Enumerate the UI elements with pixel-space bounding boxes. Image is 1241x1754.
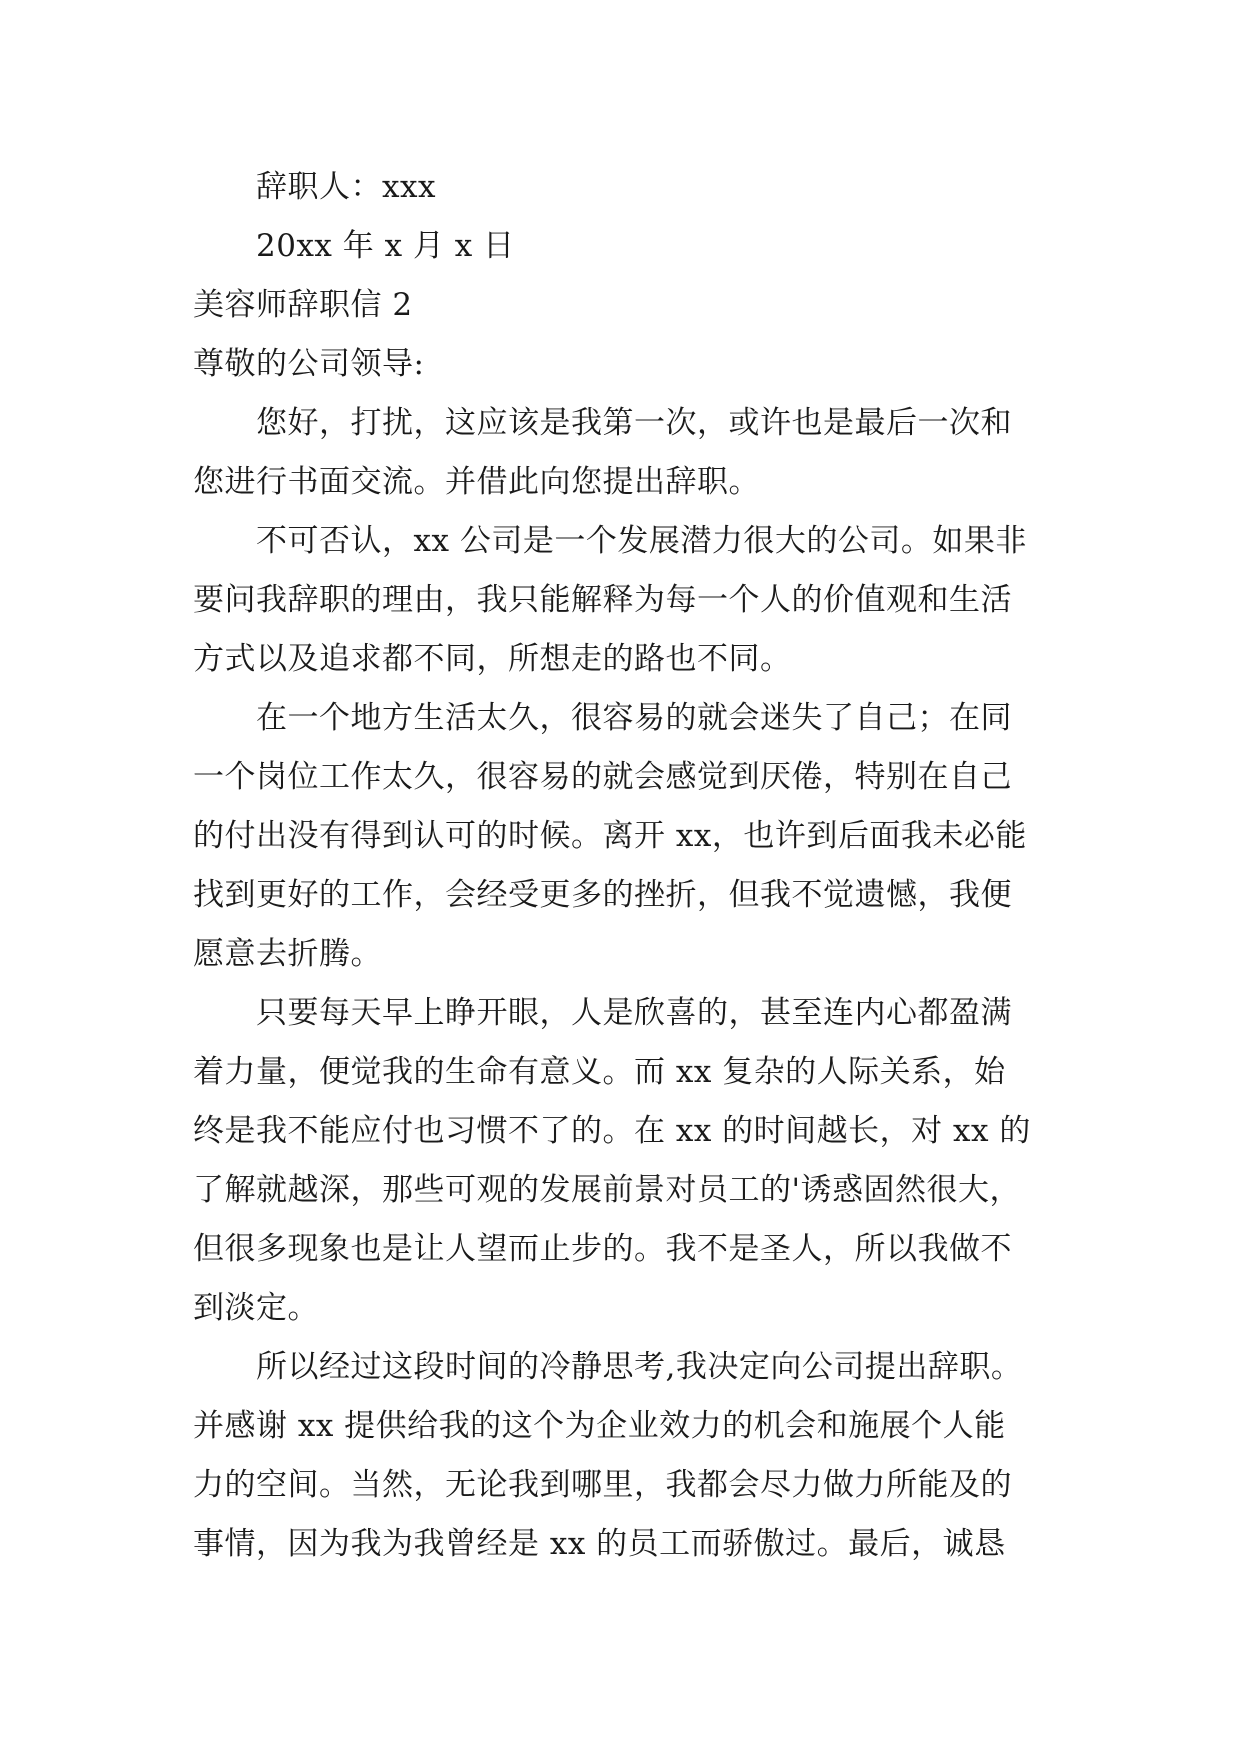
paragraph-line: 并感谢 xx 提供给我的这个为企业效力的机会和施展个人能 <box>193 1408 1006 1444</box>
paragraph-line: 找到更好的工作，会经受更多的挫折，但我不觉遗憾，我便 <box>193 877 1012 913</box>
paragraph-line: 愿意去折腾。 <box>193 936 382 972</box>
paragraph-line: 一个岗位工作太久，很容易的就会感觉到厌倦，特别在自己 <box>193 759 1012 795</box>
paragraph-line: 不可否认，xx 公司是一个发展潜力很大的公司。如果非 <box>256 523 1027 559</box>
paragraph <box>193 1338 1063 1574</box>
paragraph-line: 方式以及追求都不同，所想走的路也不同。 <box>193 641 792 677</box>
paragraph-line: 要问我辞职的理由，我只能解释为每一个人的价值观和生活 <box>193 582 1012 618</box>
paragraph <box>193 394 1063 512</box>
paragraph-line: 所以经过这段时间的冷静思考,我决定向公司提出辞职。 <box>256 1349 1023 1385</box>
paragraph-line: 着力量，便觉我的生命有意义。而 xx 复杂的人际关系，始 <box>193 1054 1006 1090</box>
letter-title: 美容师辞职信 2 <box>193 287 413 323</box>
paragraph-line: 您好，打扰，这应该是我第一次，或许也是最后一次和 <box>256 405 1012 441</box>
paragraph <box>193 984 1063 1338</box>
signature-date: 20xx 年 x 月 x 日 <box>256 228 515 264</box>
paragraph-line: 的付出没有得到认可的时候。离开 xx，也许到后面我未必能 <box>193 818 1027 854</box>
resigner-signature: 辞职人：xxx <box>256 169 436 205</box>
paragraph-line: 事情，因为我为我曾经是 xx 的员工而骄傲过。最后，诚恳 <box>193 1526 1006 1562</box>
salutation: 尊敬的公司领导: <box>193 346 425 382</box>
paragraph-line: 终是我不能应付也习惯不了的。在 xx 的时间越长，对 xx 的 <box>193 1113 1031 1149</box>
paragraph-line: 力的空间。当然，无论我到哪里，我都会尽力做力所能及的 <box>193 1467 1012 1503</box>
document-body <box>193 158 1063 1574</box>
paragraph-line: 在一个地方生活太久，很容易的就会迷失了自己；在同 <box>256 700 1012 736</box>
paragraph-line: 了解就越深，那些可观的发展前景对员工的'诱惑固然很大， <box>193 1172 1022 1208</box>
paragraph-line: 您进行书面交流。并借此向您提出辞职。 <box>193 464 760 500</box>
paragraph-line: 但很多现象也是让人望而止步的。我不是圣人，所以我做不 <box>193 1231 1012 1267</box>
paragraph-line: 只要每天早上睁开眼，人是欣喜的，甚至连内心都盈满 <box>256 995 1012 1031</box>
paragraph <box>193 512 1063 689</box>
paragraph-line: 到淡定。 <box>193 1290 319 1326</box>
paragraph <box>193 689 1063 984</box>
